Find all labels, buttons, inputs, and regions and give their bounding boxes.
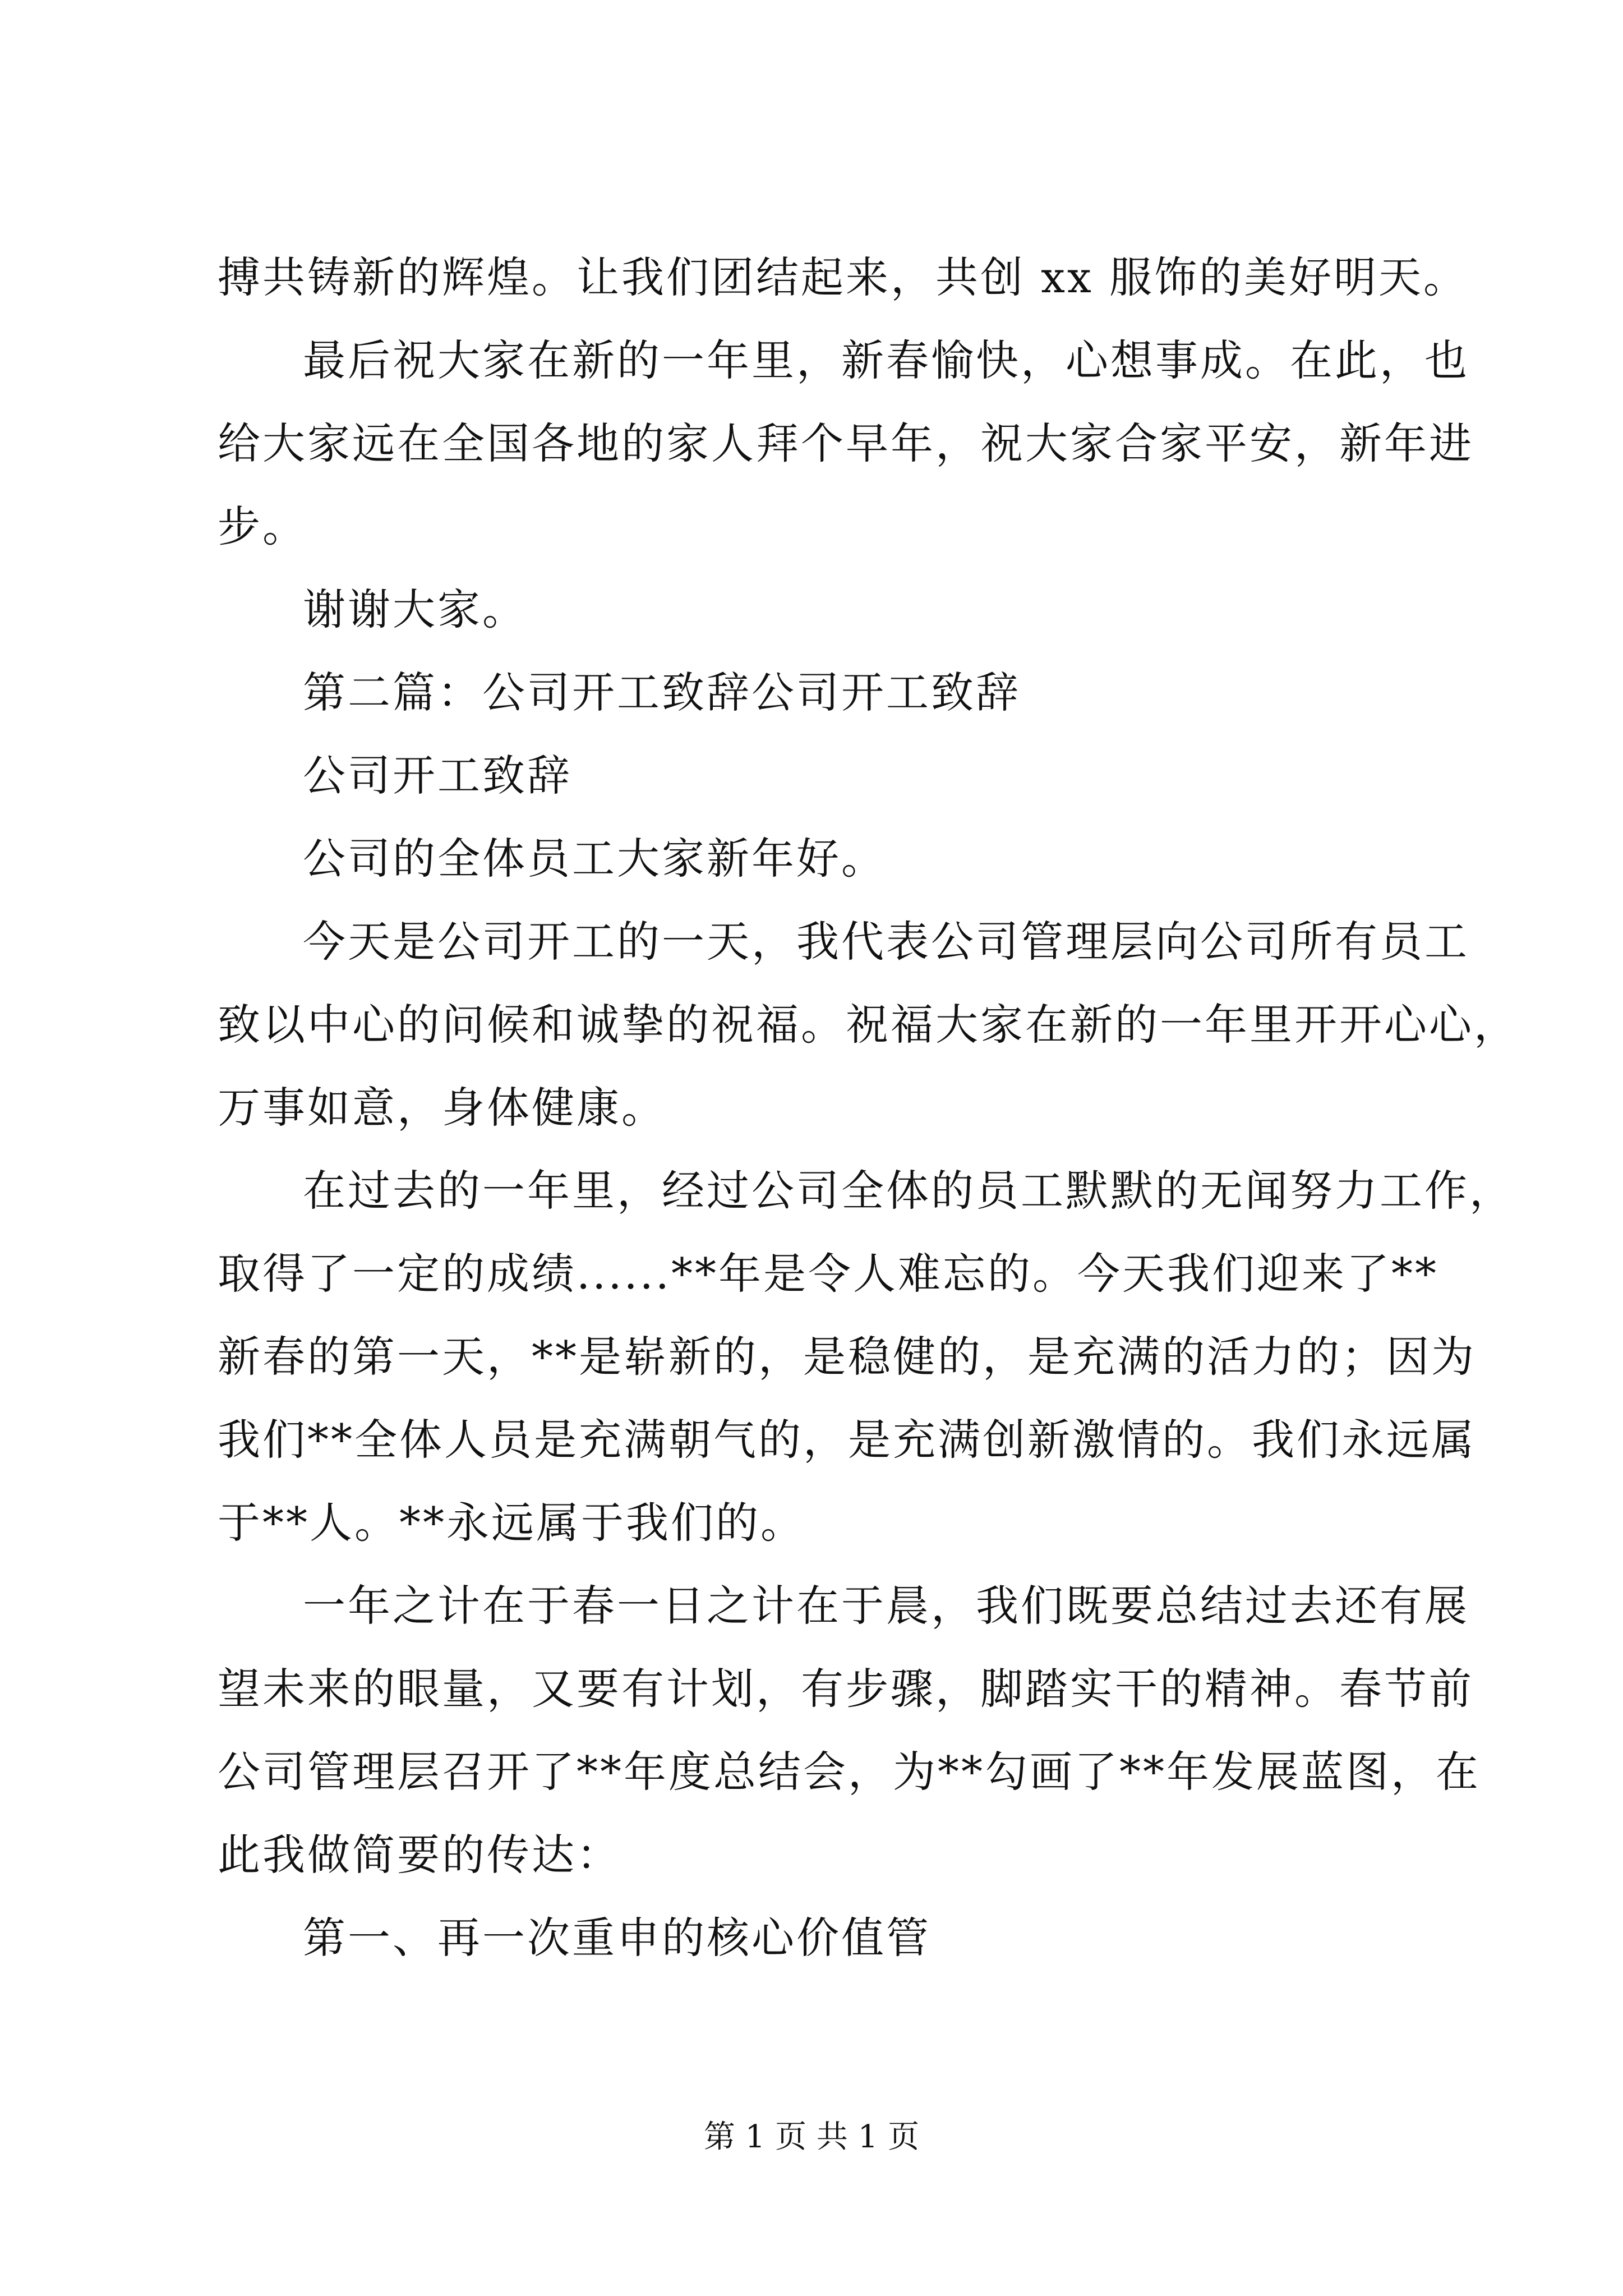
text-line: 今天是公司开工的一天，我代表公司管理层向公司所有员工 bbox=[303, 917, 1469, 967]
text-line: 搏共铸新的辉煌。让我们团结起来，共创 xx 服饰的美好明天。 bbox=[218, 252, 1469, 302]
text-line: 新春的第一天，**是崭新的，是稳健的，是充满的活力的；因为 bbox=[218, 1332, 1476, 1382]
text-line: 此我做简要的传达： bbox=[218, 1830, 621, 1880]
text-line: 我们**全体人员是充满朝气的，是充满创新激情的。我们永远属 bbox=[218, 1415, 1476, 1465]
text-line: 公司管理层召开了**年度总结会，为**勾画了**年发展蓝图，在 bbox=[218, 1747, 1481, 1797]
text-line: 步。 bbox=[218, 501, 307, 551]
text-line: 谢谢大家。 bbox=[303, 585, 527, 634]
text-line: 致以中心的问候和诚挚的祝福。祝福大家在新的一年里开开心心， bbox=[218, 1000, 1519, 1050]
text-line: 在过去的一年里，经过公司全体的员工默默的无闻努力工作， bbox=[303, 1166, 1514, 1216]
text-line: 第一、再一次重申的核心价值管 bbox=[303, 1913, 931, 1963]
section-heading: 第二篇：公司开工致辞公司开工致辞 bbox=[303, 668, 1021, 717]
page-footer: 第 1 页 共 1 页 bbox=[703, 2119, 920, 2155]
text-line: 一年之计在于春一日之计在于晨，我们既要总结过去还有展 bbox=[303, 1581, 1469, 1631]
text-line: 最后祝大家在新的一年里，新春愉快，心想事成。在此，也 bbox=[303, 335, 1469, 385]
text-line: 于**人。**永远属于我们的。 bbox=[218, 1498, 805, 1548]
text-line: 公司的全体员工大家新年好。 bbox=[303, 834, 886, 884]
text-line: 望未来的眼量，又要有计划，有步骤，脚踏实干的精神。春节前 bbox=[218, 1664, 1474, 1714]
section-title: 公司开工致辞 bbox=[303, 751, 572, 800]
text-line: 取得了一定的成绩......**年是令人难忘的。今天我们迎来了** bbox=[218, 1249, 1438, 1299]
text-line: 给大家远在全国各地的家人拜个早年，祝大家合家平安，新年进 bbox=[218, 418, 1474, 468]
text-line: 万事如意，身体健康。 bbox=[218, 1083, 666, 1133]
